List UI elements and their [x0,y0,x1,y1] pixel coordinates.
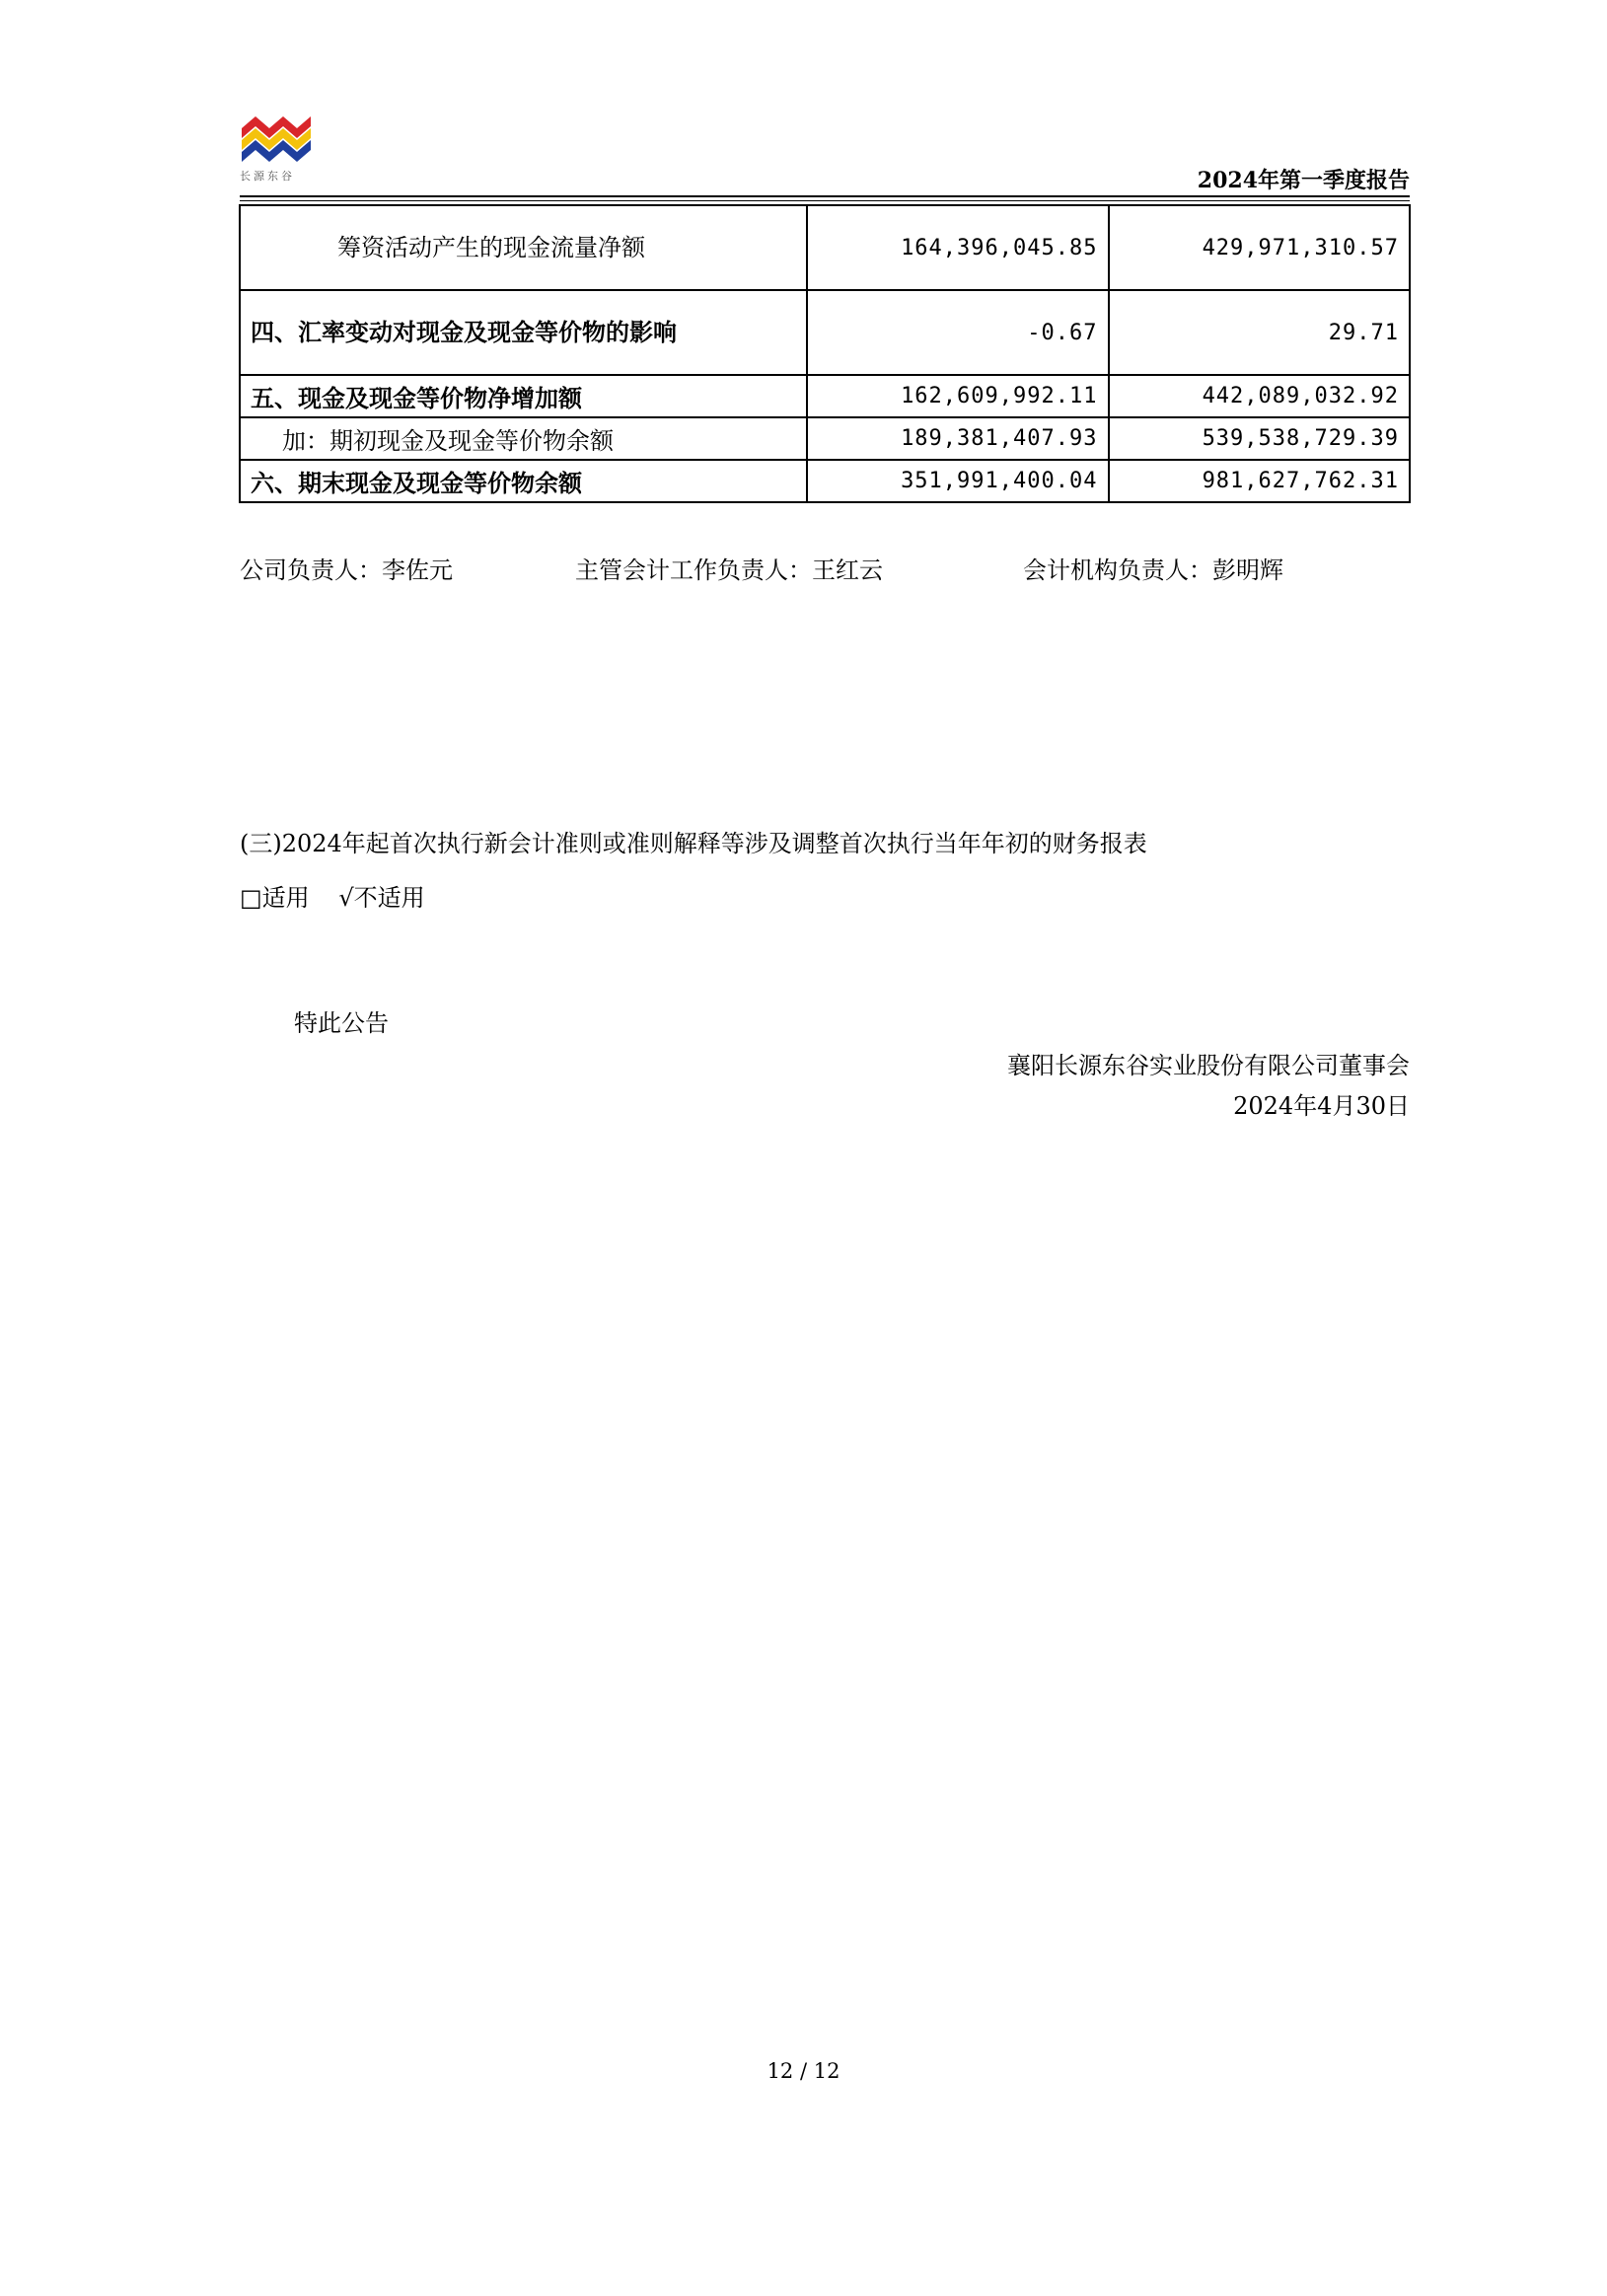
current-period-value: -0.67 [807,290,1109,375]
table-row [240,375,1410,417]
signature-line [240,551,1410,590]
company-board: 襄阳长源东谷实业股份有限公司董事会 [1007,1052,1410,1079]
table-row [240,205,1410,290]
option-applicable: □适用 [240,884,310,912]
previous-period-value: 29.71 [1109,290,1411,375]
current-period-value: 351,991,400.04 [807,460,1109,502]
row-label: 筹资活动产生的现金流量净额 [240,205,807,290]
previous-period-value: 429,971,310.57 [1109,205,1411,290]
logo-caption: 长源东谷 [240,170,295,183]
table-row [240,460,1410,502]
current-period-value: 189,381,407.93 [807,417,1109,460]
previous-period-value: 981,627,762.31 [1109,460,1411,502]
current-period-value: 162,609,992.11 [807,375,1109,417]
option-not-applicable: √不适用 [338,884,425,912]
report-title: 2024年第一季度报告 [1197,168,1410,193]
page-number: 12 / 12 [767,2059,840,2083]
row-label: 四、汇率变动对现金及现金等价物的影响 [240,290,807,375]
header-divider-thin [240,200,1410,201]
logo-icon [240,111,317,170]
closing-notice: 特此公告 [294,1009,389,1037]
accounting-org-head: 会计机构负责人：彭明辉 [1023,556,1283,584]
legal-representative: 公司负责人：李佐元 [240,556,453,584]
header-divider [240,195,1410,197]
table-row [240,290,1410,375]
announcement-date: 2024年4月30日 [1233,1092,1410,1120]
applicability-options [240,878,425,913]
row-label: 加：期初现金及现金等价物余额 [240,417,807,460]
table-row [240,417,1410,460]
row-label: 五、现金及现金等价物净增加额 [240,375,807,417]
accounting-head: 主管会计工作负责人：王红云 [575,556,883,584]
row-label: 六、期末现金及现金等价物余额 [240,460,807,502]
section-heading: (三)2024年起首次执行新会计准则或准则解释等涉及调整首次执行当年年初的财务报表 [240,830,1147,857]
previous-period-value: 539,538,729.39 [1109,417,1411,460]
cash-flow-table [239,204,1411,503]
current-period-value: 164,396,045.85 [807,205,1109,290]
previous-period-value: 442,089,032.92 [1109,375,1411,417]
